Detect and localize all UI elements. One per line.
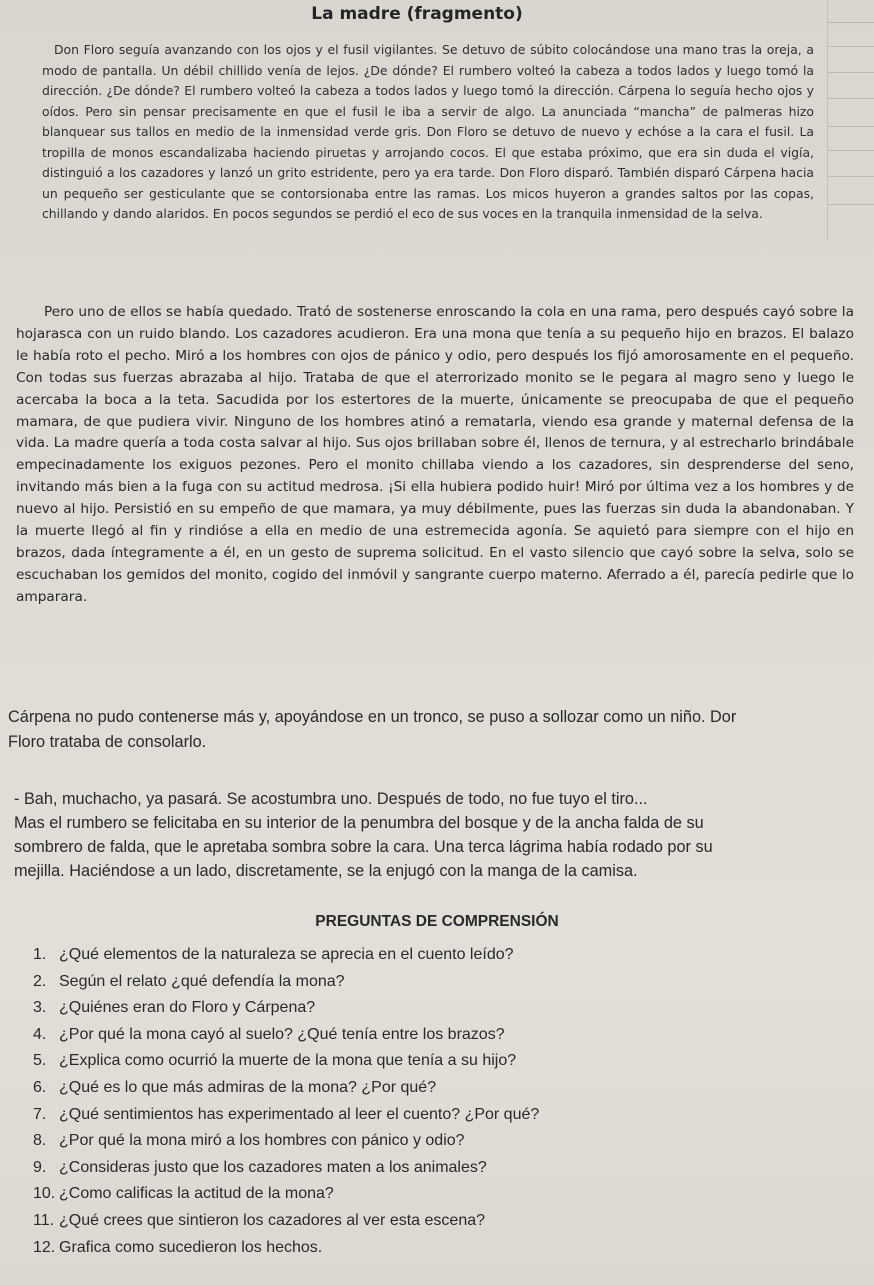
questions-heading: PREGUNTAS DE COMPRENSIÓN <box>315 913 559 930</box>
question-number: 1. <box>33 946 47 963</box>
question-item <box>33 1102 539 1129</box>
page-edge-lines <box>827 0 874 240</box>
question-text: Grafica como sucedieron los hechos. <box>59 1238 323 1256</box>
question-item <box>33 942 539 969</box>
question-text: ¿Por qué la mona miró a los hombres con pánico y odio? <box>59 1132 465 1150</box>
question-text: ¿Quiénes eran do Floro y Cárpena? <box>59 999 316 1017</box>
question-item <box>33 1128 539 1155</box>
question-number: 7. <box>33 1105 47 1123</box>
question-number: 9. <box>33 1158 47 1176</box>
question-text: ¿Qué es lo que más admiras de la mona? ¿Por qué? <box>59 1078 437 1096</box>
question-text: ¿Qué elementos de la naturaleza se aprecia en el cuento leído? <box>59 946 514 963</box>
question-item <box>33 1155 539 1182</box>
paragraph-1: Don Floro seguía avanzando con los ojos y el fusil vigilantes. Se detuvo de súbito colocándose una mano tras la oreja, a modo de pantalla. Un débil chillido venía de lejos. ¿De dónde? El rumbero volteó la cabeza a todos lados y luego tomó la dirección. ¿De dónde? El rumbero volteó la cabeza a todos lados y luego tomó la dirección. Cárpena lo seguía hecho ojos y oídos. Pero sin pensar precisamente en que el fusil le iba a servir de algo. La anunciada “mancha” de palmeras hizo blanquear sus tallos en medio de la inmensidad verde gris. Don Floro se detuvo de nuevo y echóse a la cara el fusil. La tropilla de monos escandalizaba haciendo piruetas y arrojando cocos. El que estaba próximo, que era sin duda el vigía, distinguió a los cazadores y lanzó un grito estridente, pero ya era tarde. Don Floro disparó. También disparó Cárpena hacia un pequeño ser gesticulante que se contorsionaba entre las ramas. Los micos huyeron a grandes saltos por las copas, chillando y dando alaridos. En pocos segundos se perdió el eco de sus voces en la tranquila inmensidad de la selva. <box>42 42 814 221</box>
question-item <box>33 1208 539 1235</box>
paragraph-4-line: sombrero de falda, que le apretaba sombra sobre la cara. Una terca lágrima había rodado por su <box>14 838 713 856</box>
question-number: 10. <box>33 1185 56 1203</box>
question-text: ¿Explica como ocurrió la muerte de la mona que tenía a su hijo? <box>59 1052 517 1070</box>
question-number: 6. <box>33 1078 47 1096</box>
paragraph-4-line: mejilla. Haciéndose a un lado, discretamente, se la enjugó con la manga de la camisa. <box>14 862 638 880</box>
question-item <box>33 1075 539 1102</box>
question-number: 3. <box>33 999 47 1017</box>
question-text: ¿Por qué la mona cayó al suelo? ¿Qué tenía entre los brazos? <box>59 1025 505 1043</box>
question-text: ¿Consideras justo que los cazadores maten a los animales? <box>59 1158 487 1176</box>
paragraph-4-line: Mas el rumbero se felicitaba en su interior de la penumbra del bosque y de la ancha falda de su <box>14 814 704 832</box>
question-number: 8. <box>33 1132 47 1150</box>
question-number: 11. <box>33 1211 55 1229</box>
question-text: ¿Qué crees que sintieron los cazadores al ver esta escena? <box>59 1211 486 1229</box>
question-item <box>33 995 539 1022</box>
question-number: 5. <box>33 1052 47 1070</box>
question-number: 4. <box>33 1025 47 1043</box>
question-item <box>33 969 539 996</box>
question-number: 12. <box>33 1238 56 1256</box>
document-title: La madre (fragmento) <box>311 4 523 24</box>
question-item <box>33 1235 539 1262</box>
question-number: 2. <box>33 972 47 990</box>
question-item <box>33 1022 539 1049</box>
paragraph-3-line: Cárpena no pudo contenerse más y, apoyándose en un tronco, se puso a sollozar como un niño. Dor <box>8 708 737 726</box>
question-item <box>33 1181 539 1208</box>
question-text: ¿Como calificas la actitud de la mona? <box>59 1185 334 1203</box>
question-text: ¿Qué sentimientos has experimentado al leer el cuento? ¿Por qué? <box>59 1105 540 1123</box>
paragraph-2: Pero uno de ellos se había quedado. Trató de sostenerse enroscando la cola en una rama, pero después cayó sobre la hojarasca con un ruido blando. Los cazadores acudieron. Era una mona que tenía a su pequeño hijo en brazos. El balazo le había roto el pecho. Miró a los hombres con ojos de pánico y odio, pero después los fijó amorosamente en el pequeño. Con todas sus fuerzas abrazaba al hijo. Trataba de que el aterrorizado monito se le pegara al magro seno y luego le acercaba la boca a la teta. Sacudida por los estertores de la muerte, únicamente se preocupaba de que el pequeño mamara, de que pudiera vivir. Ninguno de los hombres atinó a rematarla, viendo esa grande y maternal defensa de la vida. La madre quería a toda costa salvar al hijo. Sus ojos brillaban sobre él, llenos de ternura, y al estrecharlo brindábale empecinadamente los exiguos pezones. Pero el monito chillaba viendo a los cazadores, sin desprenderse del seno, invitando más bien a la fuga con su actitud medrosa. ¡Si ella hubiera podido huir! Miró por última vez a los hombres y de nuevo al hijo. Persistió en su empeño de que mamara, ya muy débilmente, pues las fuerzas sin duda la abandonaban. Y la muerte llegó al fin y rindióse a ella en medio de una estremecida agonía. Se aquietó para siempre con el hijo en brazos, dada íntegramente a él, en un gesto de suprema solicitud. En el vasto silencio que cayó sobre la selva, solo se escuchaban los gemidos del monito, cogido del inmóvil y sangrante cuerpo materno. Aferrado a él, parecía pedirle que lo amparara. <box>16 304 854 605</box>
question-text: Según el relato ¿qué defendía la mona? <box>59 972 345 990</box>
paragraph-4-line: - Bah, muchacho, ya pasará. Se acostumbra uno. Después de todo, no fue tuyo el tiro... <box>14 790 648 808</box>
paragraph-3-line: Floro trataba de consolarlo. <box>8 733 207 751</box>
questions-list <box>33 942 539 1261</box>
paragraph-3 <box>8 705 866 755</box>
question-item <box>33 1048 539 1075</box>
paragraph-4 <box>14 787 866 883</box>
